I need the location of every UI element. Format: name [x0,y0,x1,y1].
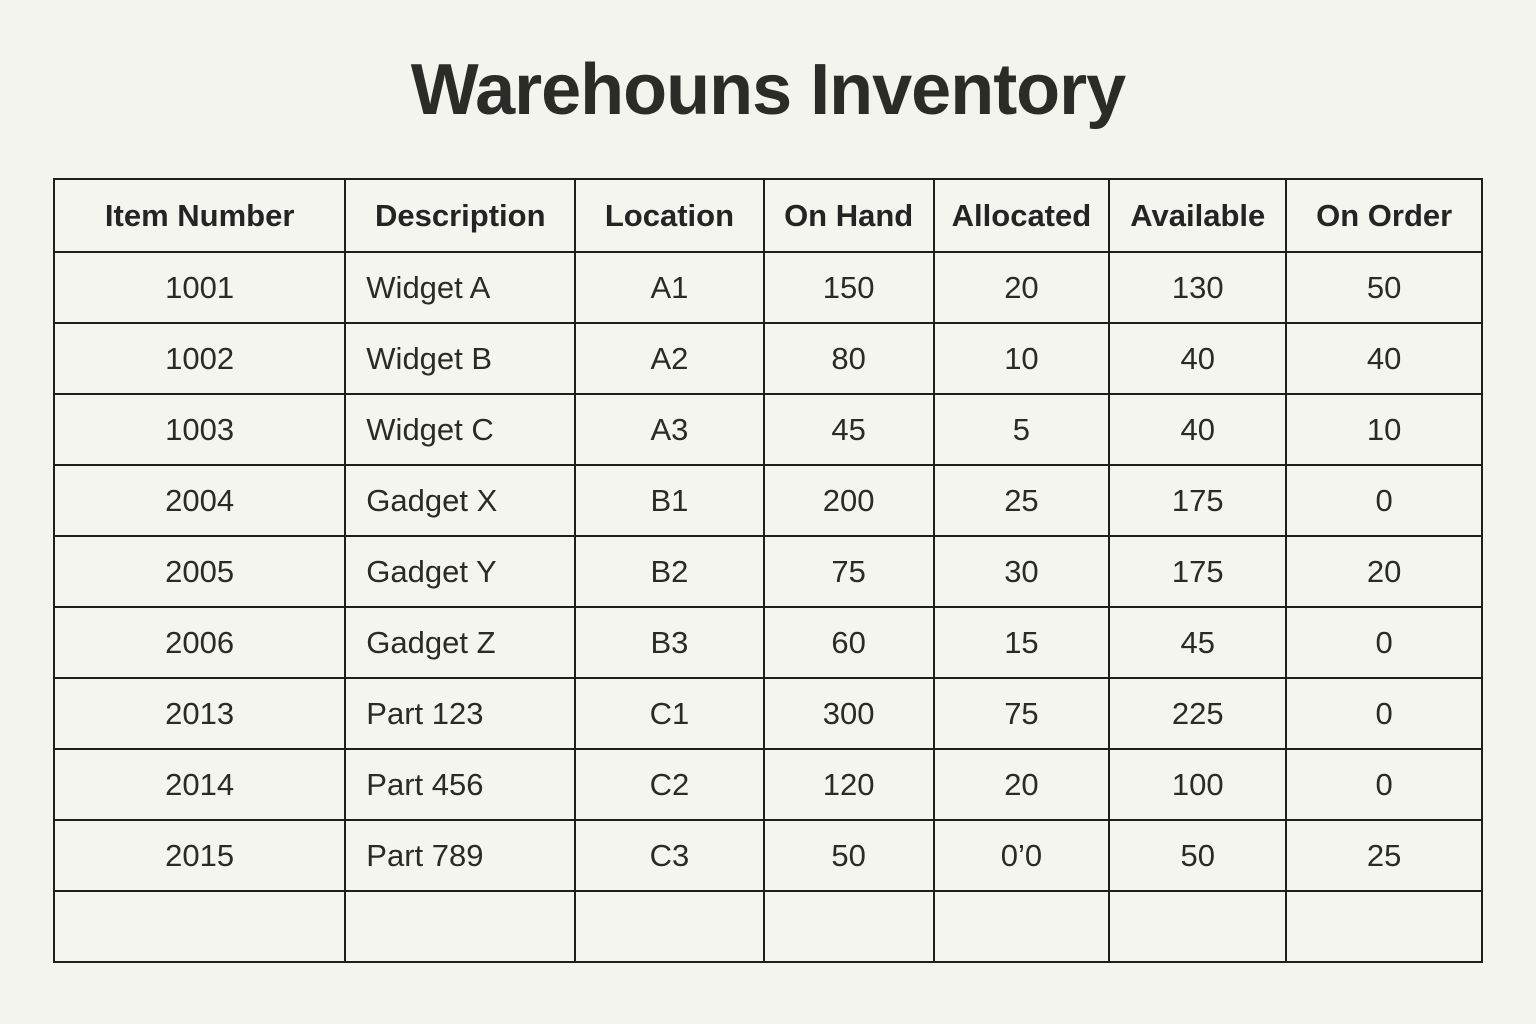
table-cell: 10 [1286,394,1482,465]
table-cell: 2013 [54,678,345,749]
column-header: On Order [1286,179,1482,252]
table-row [54,749,1482,820]
column-header: Item Number [54,179,345,252]
table-cell: 0 [1286,465,1482,536]
table-cell: 75 [764,536,934,607]
table-cell: 0 [1286,607,1482,678]
table-cell: A2 [575,323,763,394]
table-cell: Gadget Y [345,536,575,607]
table-cell: Gadget Z [345,607,575,678]
table-cell: Part 123 [345,678,575,749]
page-title: Warehouns Inventory [410,50,1126,130]
table-cell: A1 [575,252,763,323]
table-cell: B1 [575,465,763,536]
table-cell: 20 [934,749,1110,820]
table-row [54,536,1482,607]
table-cell: Part 456 [345,749,575,820]
table-cell: Widget A [345,252,575,323]
table-cell: 30 [934,536,1110,607]
table-row [54,891,1482,962]
table-cell: 75 [934,678,1110,749]
table-cell [54,891,345,962]
table-row [54,820,1482,891]
table-row [54,465,1482,536]
table-cell: 60 [764,607,934,678]
table-body [54,252,1482,962]
table-cell: 120 [764,749,934,820]
table-cell: 0 [1286,749,1482,820]
table-row [54,678,1482,749]
table-cell: 10 [934,323,1110,394]
table-cell: 2004 [54,465,345,536]
table-cell: 40 [1109,323,1286,394]
table-cell: A3 [575,394,763,465]
table-cell: 300 [764,678,934,749]
column-header: Description [345,179,575,252]
table-cell: Gadget X [345,465,575,536]
table-cell: Widget B [345,323,575,394]
table-cell: 100 [1109,749,1286,820]
table-cell: 20 [934,252,1110,323]
table-cell [345,891,575,962]
table-cell: 45 [1109,607,1286,678]
table-cell: 25 [1286,820,1482,891]
table-cell: 2014 [54,749,345,820]
table-cell: 200 [764,465,934,536]
table-cell: 2015 [54,820,345,891]
table-cell [1109,891,1286,962]
table-cell: 1003 [54,394,345,465]
table-cell: 2005 [54,536,345,607]
column-header: Allocated [934,179,1110,252]
table-cell [1286,891,1482,962]
table-cell [764,891,934,962]
column-header: Available [1109,179,1286,252]
table-cell: C2 [575,749,763,820]
table-cell: 50 [1286,252,1482,323]
table-cell: 130 [1109,252,1286,323]
column-header: On Hand [764,179,934,252]
table-cell: 40 [1286,323,1482,394]
table-cell: 25 [934,465,1110,536]
table-cell: 40 [1109,394,1286,465]
table-cell: 175 [1109,465,1286,536]
table-cell: C1 [575,678,763,749]
table-cell: 2006 [54,607,345,678]
table-cell: 1002 [54,323,345,394]
table-row [54,252,1482,323]
column-header: Location [575,179,763,252]
table-cell: 5 [934,394,1110,465]
header-row [54,179,1482,252]
table-cell: 0’0 [934,820,1110,891]
table-row [54,607,1482,678]
table-cell: 20 [1286,536,1482,607]
table-cell: 50 [1109,820,1286,891]
table-cell: B2 [575,536,763,607]
table-cell: 225 [1109,678,1286,749]
table-cell: 45 [764,394,934,465]
table-row [54,394,1482,465]
table-cell: C3 [575,820,763,891]
table-cell: Widget C [345,394,575,465]
table-cell [575,891,763,962]
table-cell: Part 789 [345,820,575,891]
table-cell: 50 [764,820,934,891]
table-row [54,323,1482,394]
table-cell: 0 [1286,678,1482,749]
table-cell: 175 [1109,536,1286,607]
inventory-table [53,178,1483,963]
table-cell [934,891,1110,962]
table-cell: 150 [764,252,934,323]
table-cell: 15 [934,607,1110,678]
table-cell: 80 [764,323,934,394]
table-cell: B3 [575,607,763,678]
table-cell: 1001 [54,252,345,323]
